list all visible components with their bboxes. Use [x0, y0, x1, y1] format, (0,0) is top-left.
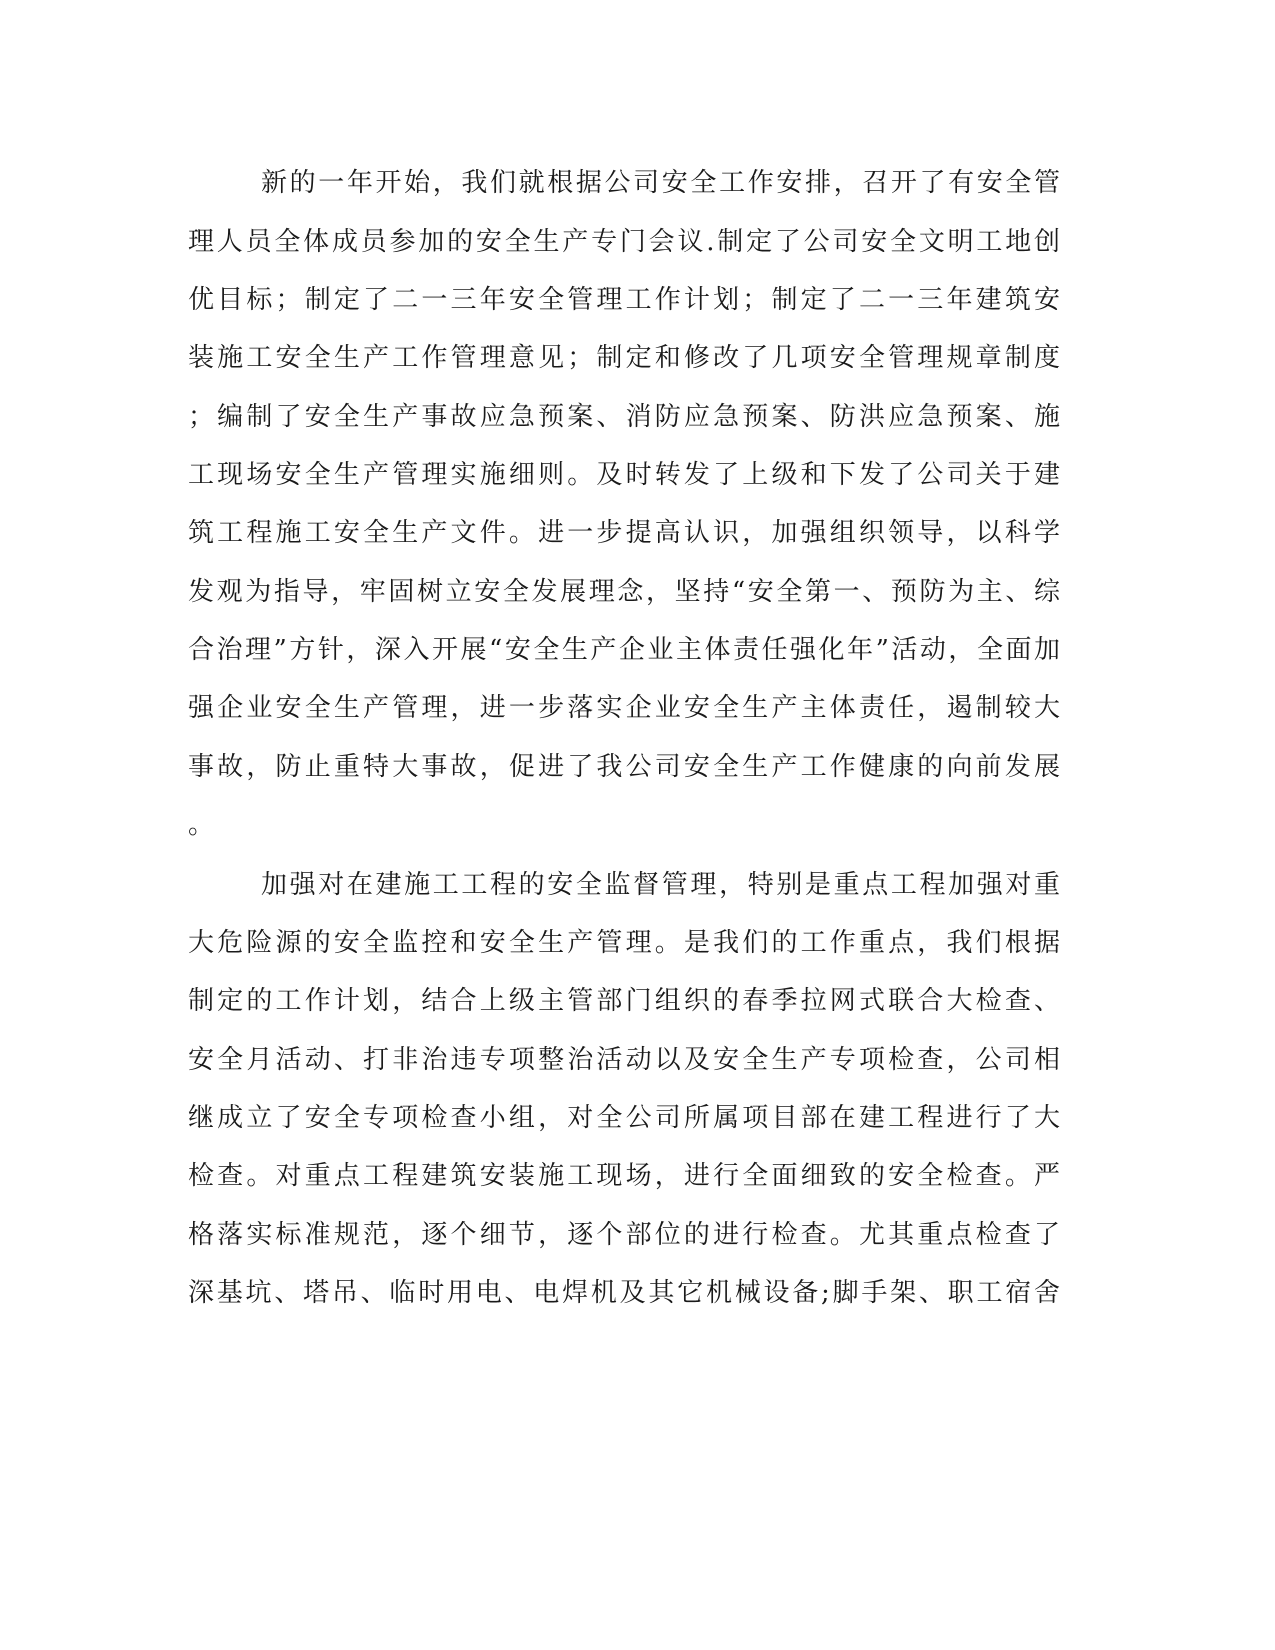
paragraph-2-line-5: 继成立了安全专项检查小组，对全公司所属项目部在建工程进行了大 — [188, 1103, 1060, 1133]
paragraph-1-line-7: 筑工程施工安全生产文件。进一步提高认识，加强组织领导，以科学 — [188, 518, 1060, 548]
paragraph-1-line-6: 工现场安全生产管理实施细则。及时转发了上级和下发了公司关于建 — [188, 460, 1060, 490]
paragraph-1-line-12: 。 — [188, 810, 215, 840]
paragraph-1-line-10: 强企业安全生产管理，进一步落实企业安全生产主体责任，遏制较大 — [188, 693, 1060, 723]
paragraph-2-line-2: 大危险源的安全监控和安全生产管理。是我们的工作重点，我们根据 — [188, 928, 1060, 958]
paragraph-2-line-7: 格落实标准规范，逐个细节，逐个部位的进行检查。尤其重点检查了 — [188, 1220, 1060, 1250]
paragraph-1-line-5: ；编制了安全生产事故应急预案、消防应急预案、防洪应急预案、施 — [188, 402, 1060, 432]
paragraph-2-line-8: 深基坑、塔吊、临时用电、电焊机及其它机械设备;脚手架、职工宿舍 — [188, 1278, 1060, 1308]
paragraph-2-line-1: 加强对在建施工工程的安全监督管理，特别是重点工程加强对重 — [261, 870, 1060, 900]
paragraph-1-line-4: 装施工安全生产工作管理意见；制定和修改了几项安全管理规章制度 — [188, 343, 1060, 373]
paragraph-1-line-9: 合治理”方针，深入开展“安全生产企业主体责任强化年”活动，全面加 — [188, 635, 1060, 665]
paragraph-2-line-3: 制定的工作计划，结合上级主管部门组织的春季拉网式联合大检查、 — [188, 986, 1060, 1016]
paragraph-1-line-11: 事故，防止重特大事故，促进了我公司安全生产工作健康的向前发展 — [188, 752, 1060, 782]
paragraph-1-line-3: 优目标；制定了二一三年安全管理工作计划；制定了二一三年建筑安 — [188, 285, 1060, 315]
paragraph-1-line-8: 发观为指导，牢固树立安全发展理念，坚持“安全第一、预防为主、综 — [188, 577, 1060, 607]
paragraph-1-line-1: 新的一年开始，我们就根据公司安全工作安排，召开了有安全管 — [261, 168, 1060, 198]
paragraph-1-line-2: 理人员全体成员参加的安全生产专门会议.制定了公司安全文明工地创 — [188, 227, 1060, 257]
paragraph-2-line-6: 检查。对重点工程建筑安装施工现场，进行全面细致的安全检查。严 — [188, 1161, 1060, 1191]
paragraph-2-line-4: 安全月活动、打非治违专项整治活动以及安全生产专项检查，公司相 — [188, 1045, 1060, 1075]
